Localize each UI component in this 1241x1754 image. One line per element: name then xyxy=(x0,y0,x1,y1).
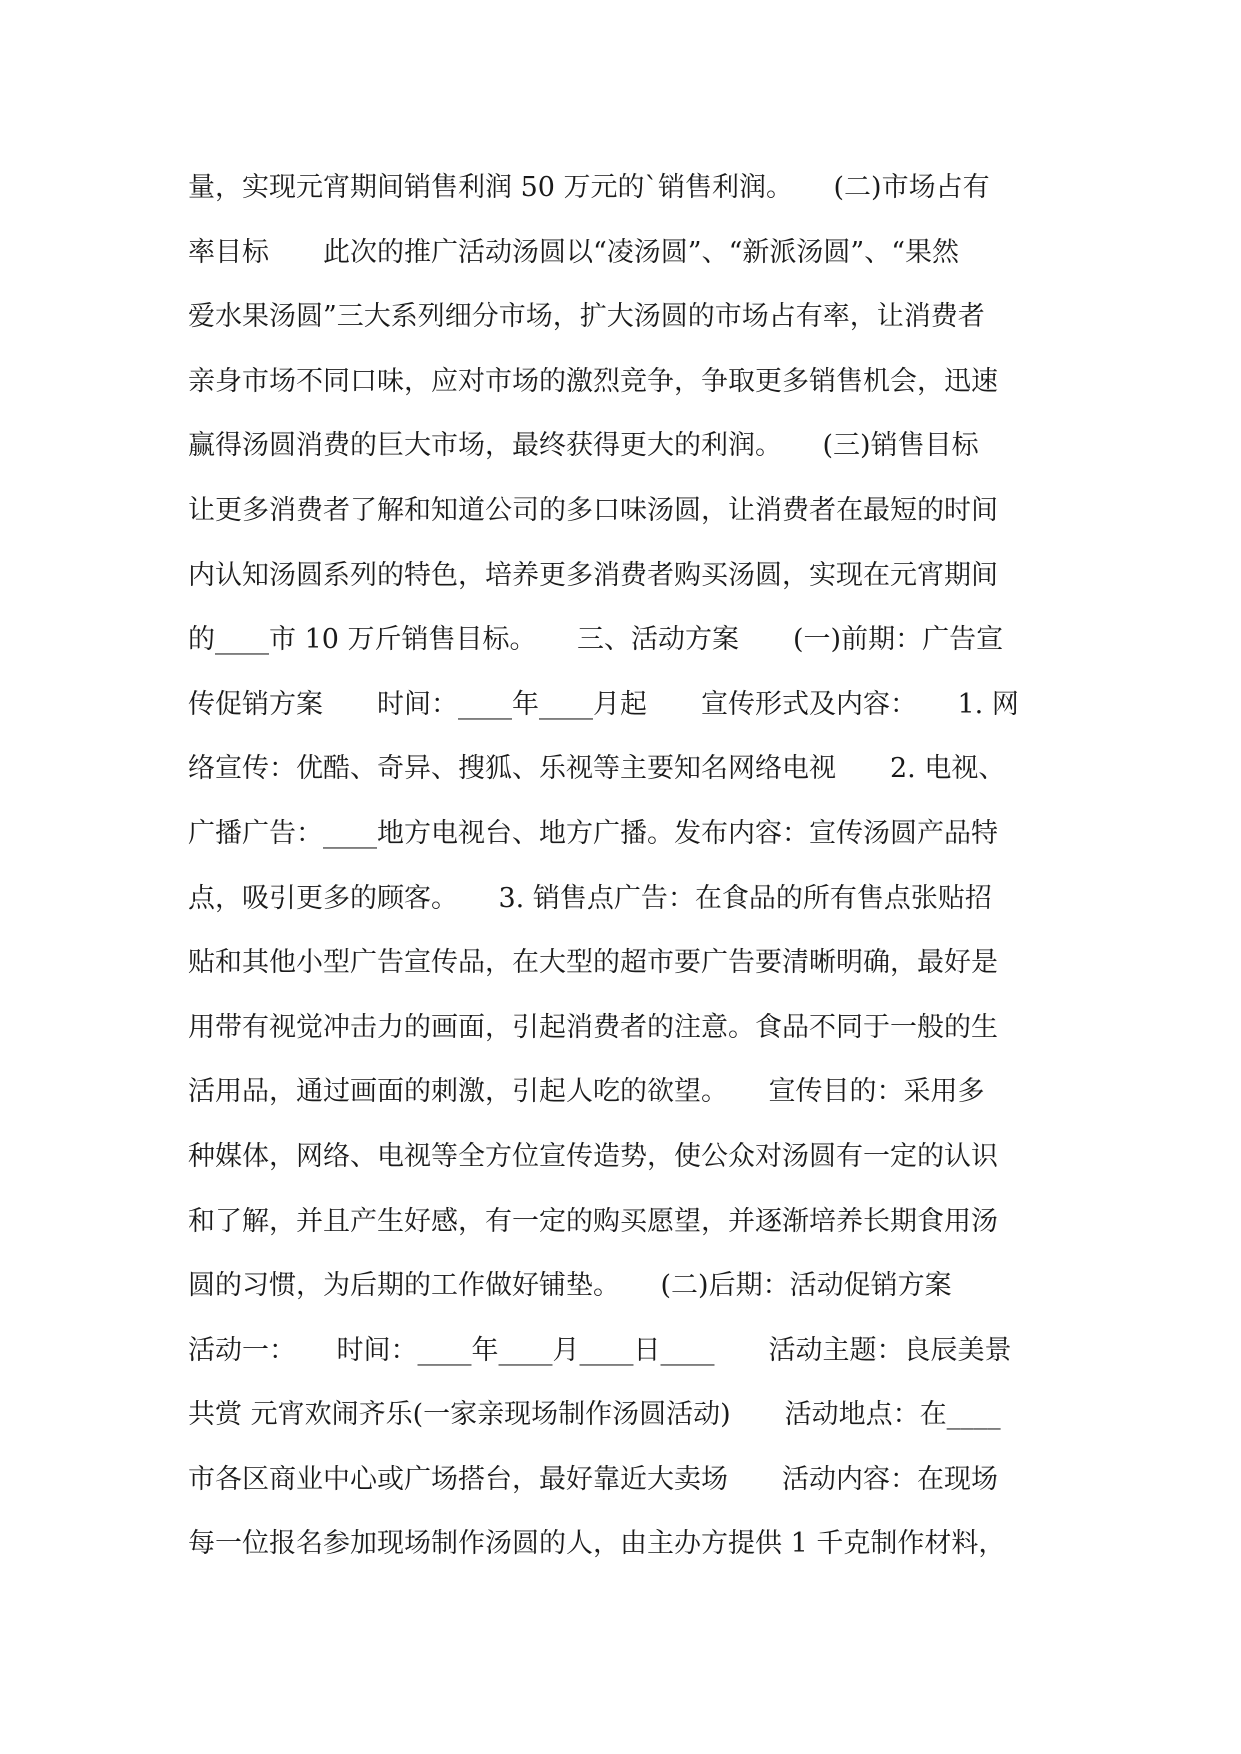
text-line: 圆的习惯，为后期的工作做好铺垫。 (二)后期：活动促销方案 xyxy=(188,1270,952,1302)
document-body xyxy=(188,156,1068,1577)
text-line: 贴和其他小型广告宣传品，在大型的超市要广告要清晰明确，最好是 xyxy=(188,947,998,979)
text-line: 活用品，通过画面的刺激，引起人吃的欲望。 宣传目的：采用多 xyxy=(188,1076,985,1108)
text-line: 共赏 元宵欢闹齐乐(一家亲现场制作汤圆活动) 活动地点：在____ xyxy=(188,1399,1001,1431)
text-line: 量，实现元宵期间销售利润 50 万元的`销售利润。 (二)市场占有 xyxy=(188,172,990,203)
text-line: 和了解，并且产生好感，有一定的购买愿望，并逐渐培养长期食用汤 xyxy=(188,1205,998,1237)
text-line: 率目标 此次的推广活动汤圆以“凌汤圆”、“新派汤圆”、“果然 xyxy=(188,236,960,268)
text-line: 的____市 10 万斤销售目标。 三、活动方案 (一)前期：广告宣 xyxy=(188,624,1004,656)
text-line: 每一位报名参加现场制作汤圆的人，由主办方提供 1 千克制作材料， xyxy=(188,1528,1006,1560)
text-line: 市各区商业中心或广场搭台，最好靠近大卖场 活动内容：在现场 xyxy=(188,1463,998,1495)
text-line: 广播广告：____地方电视台、地方广播。发布内容：宣传汤圆产品特 xyxy=(188,817,998,849)
text-line: 传促销方案 时间：____年____月起 宣传形式及内容： 1. 网 xyxy=(188,688,1019,720)
text-line: 赢得汤圆消费的巨大市场，最终获得更大的利润。 (三)销售目标 xyxy=(188,430,979,462)
text-line: 让更多消费者了解和知道公司的多口味汤圆，让消费者在最短的时间 xyxy=(188,494,998,526)
text-line: 络宣传：优酷、奇异、搜狐、乐视等主要知名网络电视 2. 电视、 xyxy=(188,753,1006,785)
text-line: 爱水果汤圆”三大系列细分市场，扩大汤圆的市场占有率，让消费者 xyxy=(188,301,985,333)
text-line: 种媒体，网络、电视等全方位宣传造势，使公众对汤圆有一定的认识 xyxy=(188,1140,998,1172)
text-line: 点，吸引更多的顾客。 3. 销售点广告：在食品的所有售点张贴招 xyxy=(188,882,992,914)
text-line: 活动一： 时间：____年____月____日____ 活动主题：良辰美景 xyxy=(188,1334,1012,1366)
text-line: 内认知汤圆系列的特色，培养更多消费者购买汤圆，实现在元宵期间 xyxy=(188,559,998,591)
text-line: 用带有视觉冲击力的画面，引起消费者的注意。食品不同于一般的生 xyxy=(188,1011,998,1043)
text-line: 亲身市场不同口味，应对市场的激烈竞争，争取更多销售机会，迅速 xyxy=(188,365,998,397)
